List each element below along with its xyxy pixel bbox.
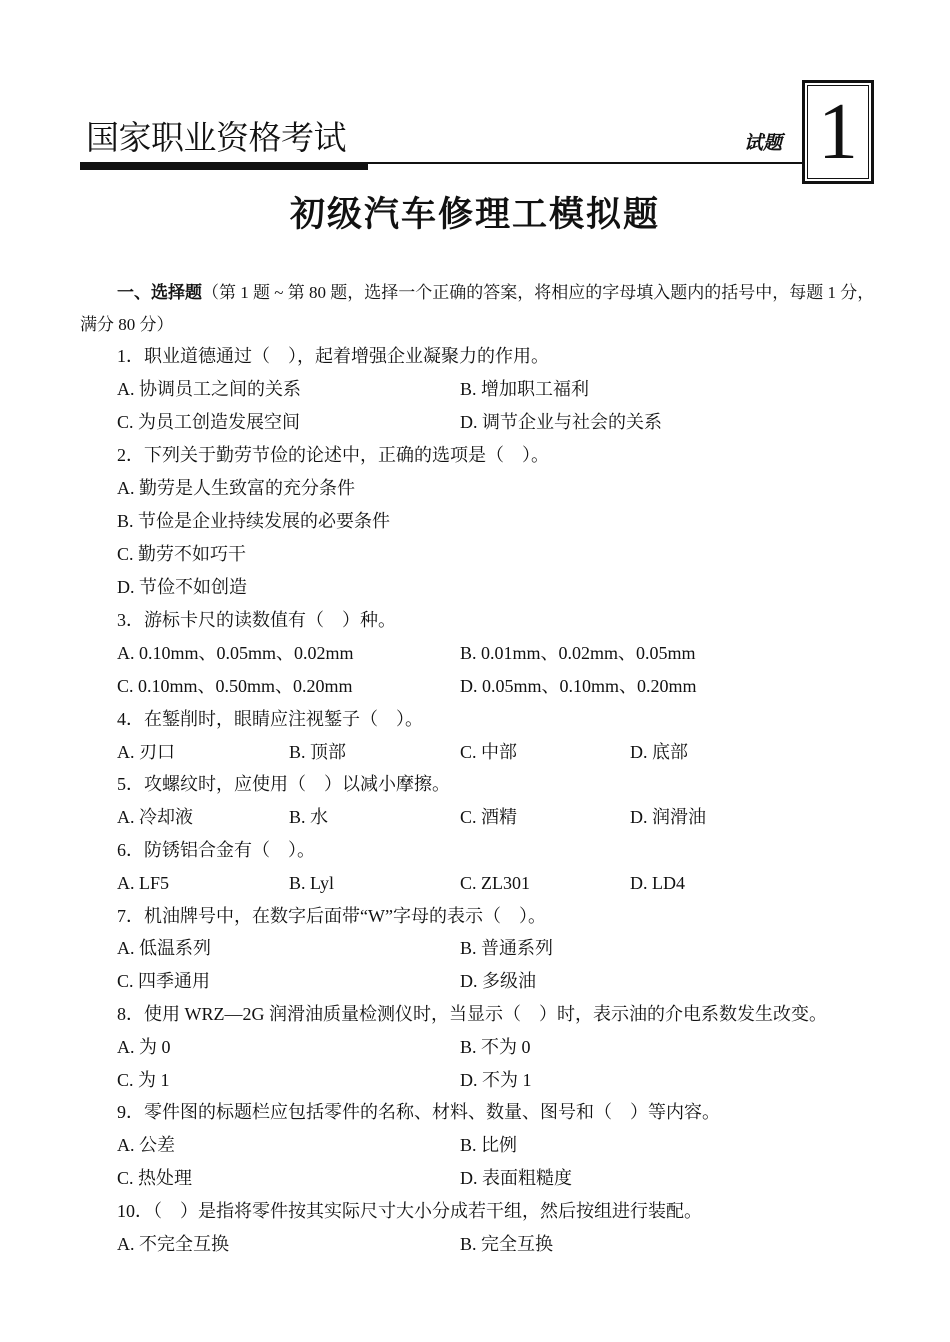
option-b: B. 增加职工福利: [460, 379, 590, 399]
question-stem: 7．机油牌号中，在数字后面带“W”字母的表示（ ）。: [117, 906, 546, 926]
question-stem: 1．职业道德通过（ ），起着增强企业凝聚力的作用。: [117, 346, 549, 366]
option-b: B. 节俭是企业持续发展的必要条件: [117, 511, 391, 531]
option-a: A. 协调员工之间的关系: [117, 379, 301, 399]
option-b: B. 顶部: [289, 742, 347, 762]
option-c: C. 勤劳不如巧干: [117, 544, 247, 564]
option-d: D. 多级油: [460, 971, 536, 991]
option-c: C. 酒精: [460, 807, 518, 827]
question-stem: 3．游标卡尺的读数值有（ ）种。: [117, 610, 396, 630]
question-stem: 10．（ ）是指将零件按其实际尺寸大小分成若干组，然后按组进行装配。: [117, 1201, 702, 1221]
option-b: B. 不为 0: [460, 1037, 531, 1057]
option-a: A. 冷却液: [117, 807, 193, 827]
option-d: D. 表面粗糙度: [460, 1168, 572, 1188]
option-a: A. 0.10mm、0.05mm、0.02mm: [117, 643, 354, 663]
option-d: D. 节俭不如创造: [117, 577, 247, 597]
option-c: C. 中部: [460, 742, 518, 762]
option-a: A. 刃口: [117, 742, 175, 762]
header-rule-thick: [80, 162, 368, 170]
option-b: B. 0.01mm、0.02mm、0.05mm: [460, 643, 696, 663]
question-stem: 8．使用 WRZ—2G 润滑油质量检测仪时，当显示（ ）时，表示油的介电系数发生改变。: [117, 1004, 827, 1024]
option-b: B. 完全互换: [460, 1234, 554, 1254]
header-rule-thin: [368, 162, 802, 164]
exam-number: 1: [818, 88, 858, 176]
option-a: A. LF5: [117, 873, 170, 893]
option-d: D. 0.05mm、0.10mm、0.20mm: [460, 676, 697, 696]
option-d: D. LD4: [630, 873, 685, 893]
option-c: C. 四季通用: [117, 971, 211, 991]
question-stem: 9．零件图的标题栏应包括零件的名称、材料、数量、图号和（ ）等内容。: [117, 1102, 720, 1122]
series-title: 国家职业资格考试: [86, 118, 346, 157]
section-intro: [80, 277, 875, 340]
option-a: A. 低温系列: [117, 938, 211, 958]
option-c: C. 0.10mm、0.50mm、0.20mm: [117, 676, 353, 696]
option-a: A. 公差: [117, 1135, 175, 1155]
question-stem: 6．防锈铝合金有（ ）。: [117, 840, 315, 860]
option-c: C. 热处理: [117, 1168, 193, 1188]
option-d: D. 不为 1: [460, 1070, 532, 1090]
question-stem: 2．下列关于勤劳节俭的论述中，正确的选项是（ ）。: [117, 445, 549, 465]
exam-number-box: [802, 80, 874, 184]
page-title: 初级汽车修理工模拟题: [289, 194, 660, 235]
option-d: D. 调节企业与社会的关系: [460, 412, 662, 432]
exam-label: 试题: [744, 132, 783, 154]
section-heading: 一、选择题: [117, 283, 202, 303]
option-c: C. 为员工创造发展空间: [117, 412, 301, 432]
question-stem: 5．攻螺纹时，应使用（ ）以减小摩擦。: [117, 774, 450, 794]
option-c: C. 为 1: [117, 1070, 170, 1090]
option-b: B. 水: [289, 807, 329, 827]
option-d: D. 润滑油: [630, 807, 706, 827]
option-b: B. Lyl: [289, 873, 335, 893]
option-b: B. 普通系列: [460, 938, 554, 958]
option-d: D. 底部: [630, 742, 688, 762]
option-b: B. 比例: [460, 1135, 518, 1155]
option-a: A. 不完全互换: [117, 1234, 229, 1254]
section-instructions: （第 1 题 ~ 第 80 题，选择一个正确的答案，将相应的字母填入题内的括号中，每题 1 分，满分 80 分）: [80, 283, 875, 334]
option-c: C. ZL301: [460, 873, 530, 893]
option-a: A. 勤劳是人生致富的充分条件: [117, 478, 355, 498]
question-stem: 4．在錾削时，眼睛应注视錾子（ ）。: [117, 709, 423, 729]
option-a: A. 为 0: [117, 1037, 171, 1057]
